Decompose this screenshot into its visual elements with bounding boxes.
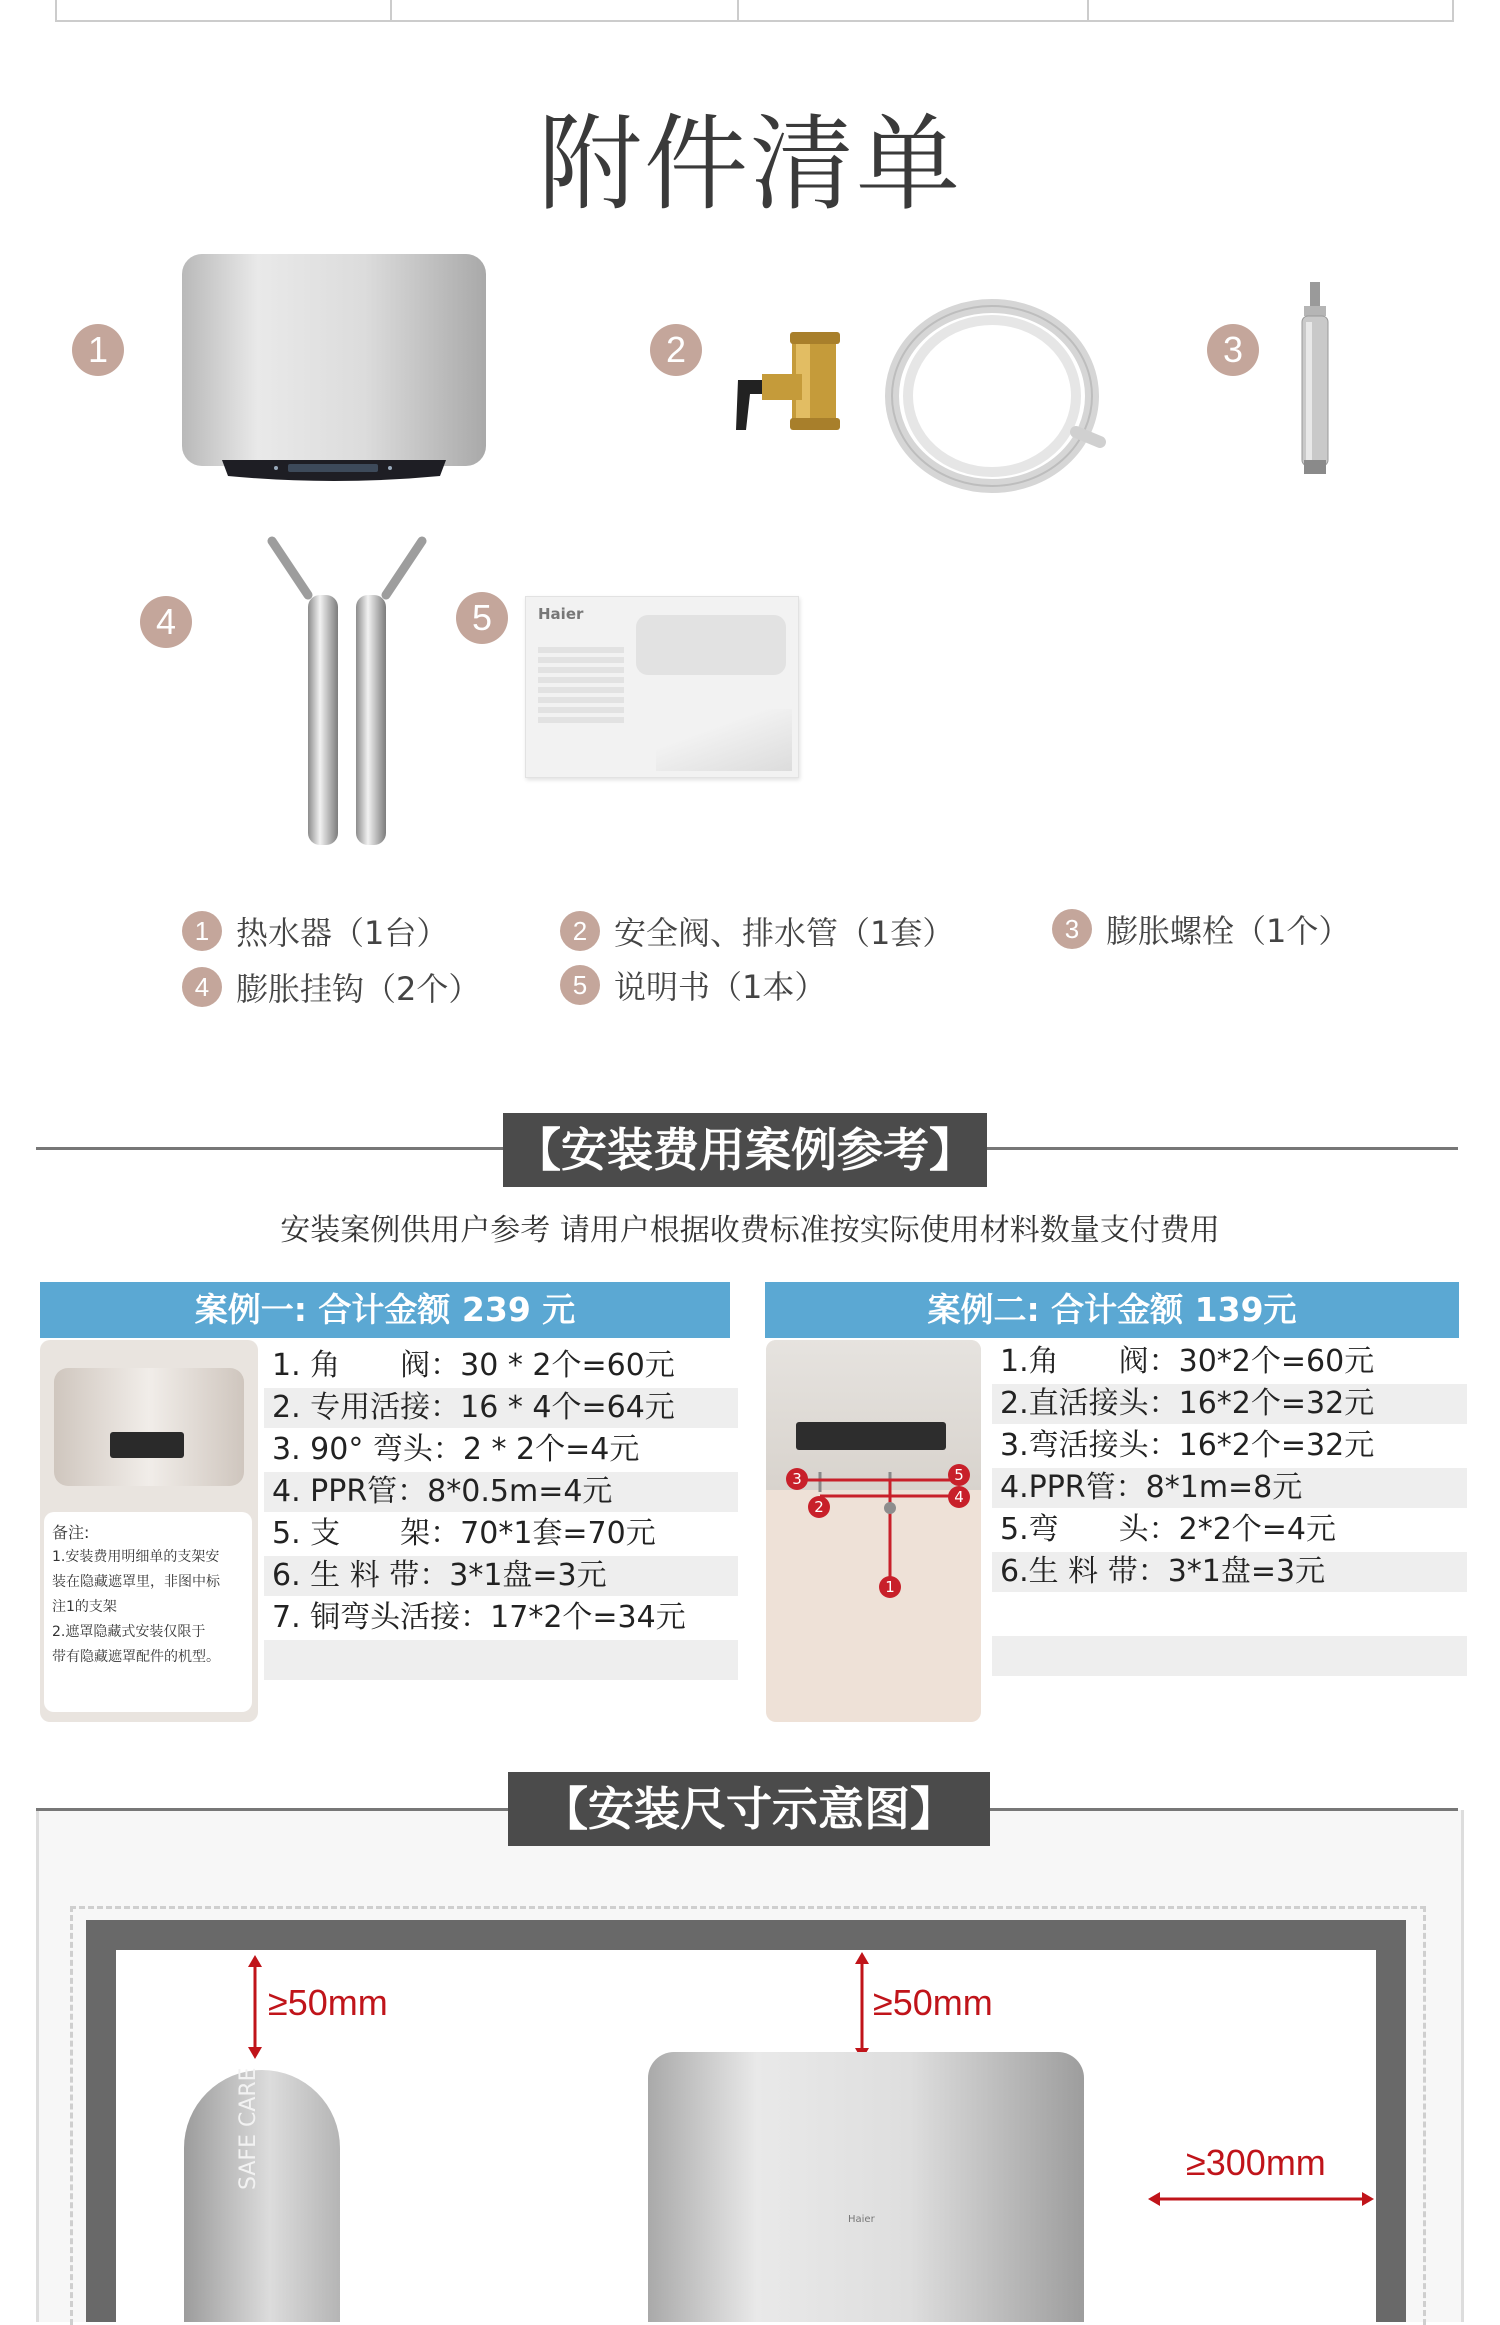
case2-marker-2: 2 xyxy=(808,1496,830,1518)
case1-heater xyxy=(54,1368,244,1486)
case1-note xyxy=(44,1512,252,1712)
dim-label-right: ≥300mm xyxy=(1186,2142,1326,2183)
case1-item-7: 7. 铜弯头活接：17*2个=34元 xyxy=(272,1600,686,1635)
case2-item-1: 1.角 阀：30*2个=60元 xyxy=(1000,1344,1375,1379)
case2-marker-3: 3 xyxy=(786,1468,808,1490)
item-badge-3: 3 xyxy=(1207,324,1259,376)
legend-number-2: 2 xyxy=(560,911,600,951)
case2-marker-1: 1 xyxy=(879,1576,901,1598)
item-badge-2: 2 xyxy=(650,324,702,376)
legend-label-1: 热水器（1台） xyxy=(236,914,449,952)
legend-number-3: 3 xyxy=(1052,909,1092,949)
case2-items xyxy=(992,1342,1459,1682)
water-heater-image xyxy=(178,250,490,486)
note-line-3: 注1的支架 xyxy=(52,1599,117,1615)
expansion-hooks-image xyxy=(262,535,432,855)
case2-marker-5: 5 xyxy=(948,1464,970,1486)
case1-item-2: 2. 专用活接：16 * 4个=64元 xyxy=(264,1388,738,1428)
table-cell-divider xyxy=(390,0,392,20)
case1-header: 案例一: 合计金额 239 元 xyxy=(40,1282,730,1338)
bath-object-text: SAFE CARE xyxy=(236,2067,261,2190)
case2-item-empty-2 xyxy=(992,1636,1467,1676)
legend-item-2 xyxy=(560,908,954,954)
bath-object xyxy=(184,2067,340,2322)
note-line-4: 2.遮罩隐藏式安装仅限于 xyxy=(52,1624,206,1640)
legend-item-1 xyxy=(182,908,448,954)
case2-item-4: 4.PPR管：8*1m=8元 xyxy=(992,1468,1467,1508)
item-badge-1: 1 xyxy=(72,324,124,376)
install-cost-subtitle: 安装案例供用户参考 请用户根据收费标准按实际使用材料数量支付费用 xyxy=(280,1213,1220,1248)
legend-number-5: 5 xyxy=(560,965,600,1005)
item-badge-4: 4 xyxy=(140,596,192,648)
case2-item-2: 2.直活接头：16*2个=32元 xyxy=(992,1384,1467,1424)
top-table-fragment xyxy=(55,0,1454,22)
recess-water-heater xyxy=(648,2052,1084,2322)
table-cell-divider xyxy=(1087,0,1089,20)
drain-hose-image xyxy=(880,292,1112,502)
dim-arrow-left-vertical xyxy=(240,1955,270,2059)
case1-photo xyxy=(40,1340,258,1722)
legend-number-1: 1 xyxy=(182,911,222,951)
legend-label-2: 安全阀、排水管（1套） xyxy=(614,914,955,952)
table-cell-divider xyxy=(737,0,739,20)
case1-display xyxy=(110,1432,184,1458)
dim-label-top-center: ≥50mm xyxy=(873,1982,993,2023)
legend-item-5 xyxy=(560,962,826,1008)
case1-item-3: 3. 90° 弯头：2 * 2个=4元 xyxy=(272,1432,640,1467)
case2-photo xyxy=(766,1340,981,1722)
legend-label-5: 说明书（1本） xyxy=(614,968,827,1006)
install-cost-banner: 【安装费用案例参考】 xyxy=(503,1113,987,1187)
case1-item-5: 5. 支 架：70*1套=70元 xyxy=(272,1516,656,1551)
case1-item-empty xyxy=(264,1640,738,1680)
case2-marker-4: 4 xyxy=(948,1486,970,1508)
note-line-5: 带有隐藏遮罩配件的机型。 xyxy=(52,1649,220,1665)
manual-wave xyxy=(656,709,792,771)
case1-items xyxy=(264,1346,730,1682)
note-title: 备注: xyxy=(52,1523,90,1542)
dim-arrow-right-horizontal xyxy=(1148,2184,1374,2214)
case1-item-6: 6. 生 料 带：3*1盘=3元 xyxy=(264,1556,738,1596)
expansion-bolt-image xyxy=(1290,282,1340,482)
case2-item-6: 6.生 料 带：3*1盘=3元 xyxy=(992,1552,1467,1592)
note-line-1: 1.安装费用明细单的支架安 xyxy=(52,1549,220,1565)
case1-item-4: 4. PPR管：8*0.5m=4元 xyxy=(264,1472,738,1512)
manual-brand-text: Haier xyxy=(538,605,584,623)
legend-label-4: 膨胀挂钩（2个） xyxy=(236,970,481,1008)
manual-image xyxy=(525,596,799,778)
legend-item-3 xyxy=(1052,906,1350,952)
case1-item-1: 1. 角 阀：30 * 2个=60元 xyxy=(272,1348,675,1383)
manual-text-block xyxy=(538,647,624,727)
case2-item-5: 5.弯 头：2*2个=4元 xyxy=(1000,1512,1337,1547)
page-title: 附件清单 xyxy=(537,103,962,225)
legend-label-3: 膨胀螺栓（1个） xyxy=(1106,912,1351,950)
dim-label-top-left: ≥50mm xyxy=(268,1982,388,2023)
install-size-banner: 【安装尺寸示意图】 xyxy=(508,1772,990,1846)
manual-cover-heater xyxy=(636,615,786,675)
recess-heater-brand: Haier xyxy=(848,2214,875,2225)
legend-item-4 xyxy=(182,964,480,1010)
safety-valve-image xyxy=(732,330,862,440)
case2-pipe-diagram xyxy=(766,1340,981,1722)
item-badge-5: 5 xyxy=(456,592,508,644)
case2-item-3: 3.弯活接头：16*2个=32元 xyxy=(1000,1428,1375,1463)
legend-number-4: 4 xyxy=(182,967,222,1007)
note-line-2: 装在隐藏遮罩里，非图中标 xyxy=(52,1574,220,1590)
case2-item-empty-1 xyxy=(992,1594,1467,1634)
case2-header: 案例二: 合计金额 139元 xyxy=(765,1282,1459,1338)
